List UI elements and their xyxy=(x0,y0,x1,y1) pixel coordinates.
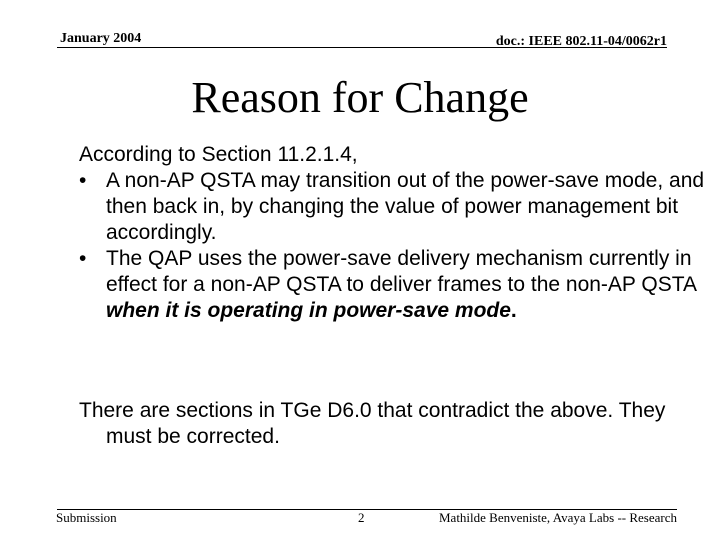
bullet-dot-icon: • xyxy=(79,169,87,192)
bullet-list xyxy=(79,168,709,324)
bullet-item xyxy=(79,246,709,324)
bullet-item xyxy=(79,168,709,246)
footer-author: Mathilde Benveniste, Avaya Labs -- Research xyxy=(438,510,677,525)
closing-text: There are sections in TGe D6.0 that contradict the above. They must be corrected. xyxy=(79,399,666,448)
intro-text: According to Section 11.2.1.4, xyxy=(79,143,358,166)
bullet-emphasis-text: when it is operating in power-save mode xyxy=(106,299,511,322)
bullet-end-punct: . xyxy=(510,299,517,322)
footer-submission: Submission xyxy=(56,510,117,525)
bullet-text: A non-AP QSTA may transition out of the power-save mode, and then back in, by changing the value of power management bit accordingly. xyxy=(106,169,705,244)
header-doc-id: doc.: IEEE 802.11-04/0062r1 xyxy=(495,34,667,49)
slide-title: Reason for Change xyxy=(191,73,529,122)
bullet-text: The QAP uses the power-save delivery mechanism currently in effect for a non-AP QSTA to deliver frames to the non-AP QSTA xyxy=(106,247,696,296)
bullet-dot-icon: • xyxy=(79,247,87,270)
header-date: January 2004 xyxy=(60,31,142,46)
footer-page-number: 2 xyxy=(358,510,365,525)
slide-body xyxy=(79,142,709,324)
header-divider xyxy=(57,47,667,48)
